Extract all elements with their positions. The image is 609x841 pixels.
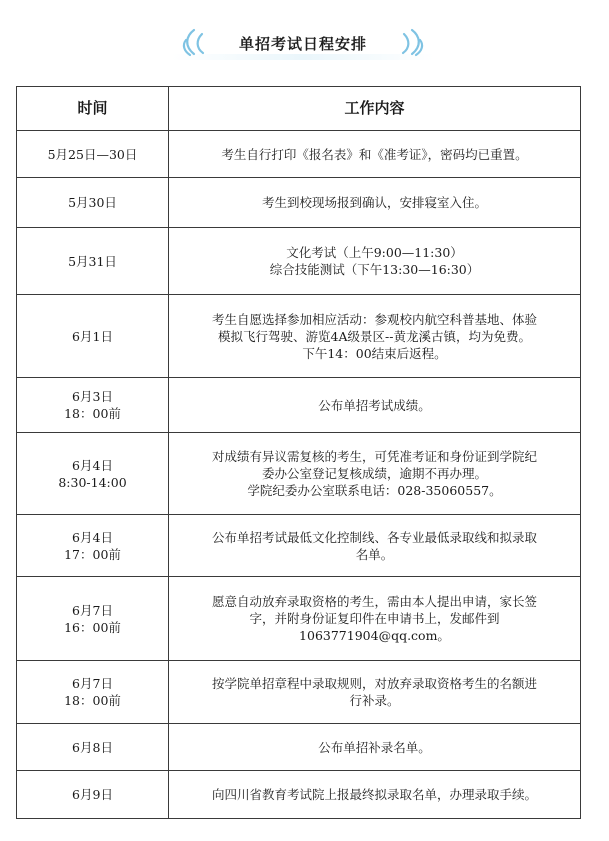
content-line: 向四川省教育考试院上报最终拟录取名单，办理录取手续。 (211, 787, 537, 802)
time-cell (17, 295, 169, 378)
time-line: 6月9日 (72, 787, 113, 802)
content-line: 公布单招考试成绩。 (318, 397, 431, 413)
time-cell (17, 178, 169, 228)
time-line: 6月1日 (72, 328, 113, 344)
content-line: 文化考试（上午9:00—11:30） (286, 245, 463, 260)
time-line: 5月30日 (68, 195, 117, 210)
table-row (17, 661, 581, 724)
content-line: 下午14：00结束后返程。 (302, 345, 447, 361)
time-line: 5月25日—30日 (47, 146, 138, 162)
time-cell (17, 378, 169, 433)
time-line: 6月7日 (72, 676, 113, 691)
column-header-content: 工作内容 (169, 87, 581, 131)
table-row (17, 378, 581, 433)
content-line: 行补录。 (349, 693, 400, 708)
content-line: 委办公室登记复核成绩，逾期不再办理。 (261, 466, 487, 481)
content-line: 字，并附身份证复印件在申请书上，发邮件到 (249, 611, 500, 626)
table-row (17, 724, 581, 771)
content-line: 考生自愿选择参加相应活动：参观校内航空科普基地、体验 (211, 311, 537, 327)
content-line: 考生到校现场报到确认，安排寝室入住。 (261, 195, 487, 210)
table-header-row (17, 87, 581, 131)
page-title: 单招考试日程安排 (238, 35, 367, 53)
content-line: 综合技能测试（下午13:30—16:30） (269, 262, 480, 277)
time-line: 8:30-14:00 (58, 474, 127, 490)
time-line: 6月8日 (72, 739, 113, 755)
content-cell (169, 515, 581, 577)
table-row (17, 515, 581, 577)
content-line: 1063771904@qq.com。 (299, 628, 450, 643)
time-cell (17, 577, 169, 661)
content-line: 按学院单招章程中录取规则，对放弃录取资格考生的名额进 (211, 676, 537, 691)
time-cell (17, 515, 169, 577)
content-line: 考生自行打印《报名表》和《准考证》，密码均已重置。 (221, 146, 528, 162)
time-line: 18：00前 (64, 693, 121, 708)
table-row (17, 228, 581, 295)
content-cell (169, 228, 581, 295)
content-line: 模拟飞行驾驶、游览4A级景区--黄龙溪古镇，均为免费。 (218, 328, 531, 344)
content-cell (169, 724, 581, 771)
time-cell (17, 724, 169, 771)
table-row (17, 295, 581, 378)
schedule-table (16, 86, 581, 819)
table-row (17, 178, 581, 228)
time-line: 5月31日 (68, 253, 117, 269)
time-line: 6月4日 (72, 457, 113, 473)
time-line: 16：00前 (64, 619, 121, 635)
time-cell (17, 771, 169, 819)
content-cell (169, 577, 581, 661)
title-banner (172, 24, 434, 64)
content-line: 公布单招考试最低文化控制线、各专业最低录取线和拟录取 (211, 529, 537, 545)
content-cell (169, 378, 581, 433)
content-cell (169, 178, 581, 228)
content-line: 愿意自动放弃录取资格的考生，需由本人提出申请，家长签 (211, 594, 537, 609)
content-line: 学院纪委办公室联系电话：028-35060557。 (247, 483, 502, 498)
content-line: 名单。 (355, 546, 394, 562)
time-cell (17, 661, 169, 724)
content-cell (169, 433, 581, 515)
table-row (17, 577, 581, 661)
content-cell (169, 295, 581, 378)
content-line: 公布单招补录名单。 (318, 739, 431, 755)
time-line: 6月3日 (72, 389, 113, 404)
time-cell (17, 228, 169, 295)
time-cell (17, 433, 169, 515)
time-cell (17, 131, 169, 178)
content-line: 对成绩有异议需复核的考生，可凭准考证和身份证到学院纪 (211, 449, 537, 464)
time-line: 18：00前 (64, 406, 121, 421)
table-row (17, 131, 581, 178)
column-header-time: 时间 (17, 87, 169, 131)
content-cell (169, 131, 581, 178)
time-line: 6月7日 (72, 602, 113, 618)
time-line: 6月4日 (72, 529, 113, 545)
table-row (17, 433, 581, 515)
content-cell (169, 661, 581, 724)
content-cell (169, 771, 581, 819)
table-row (17, 771, 581, 819)
time-line: 17：00前 (64, 546, 121, 562)
